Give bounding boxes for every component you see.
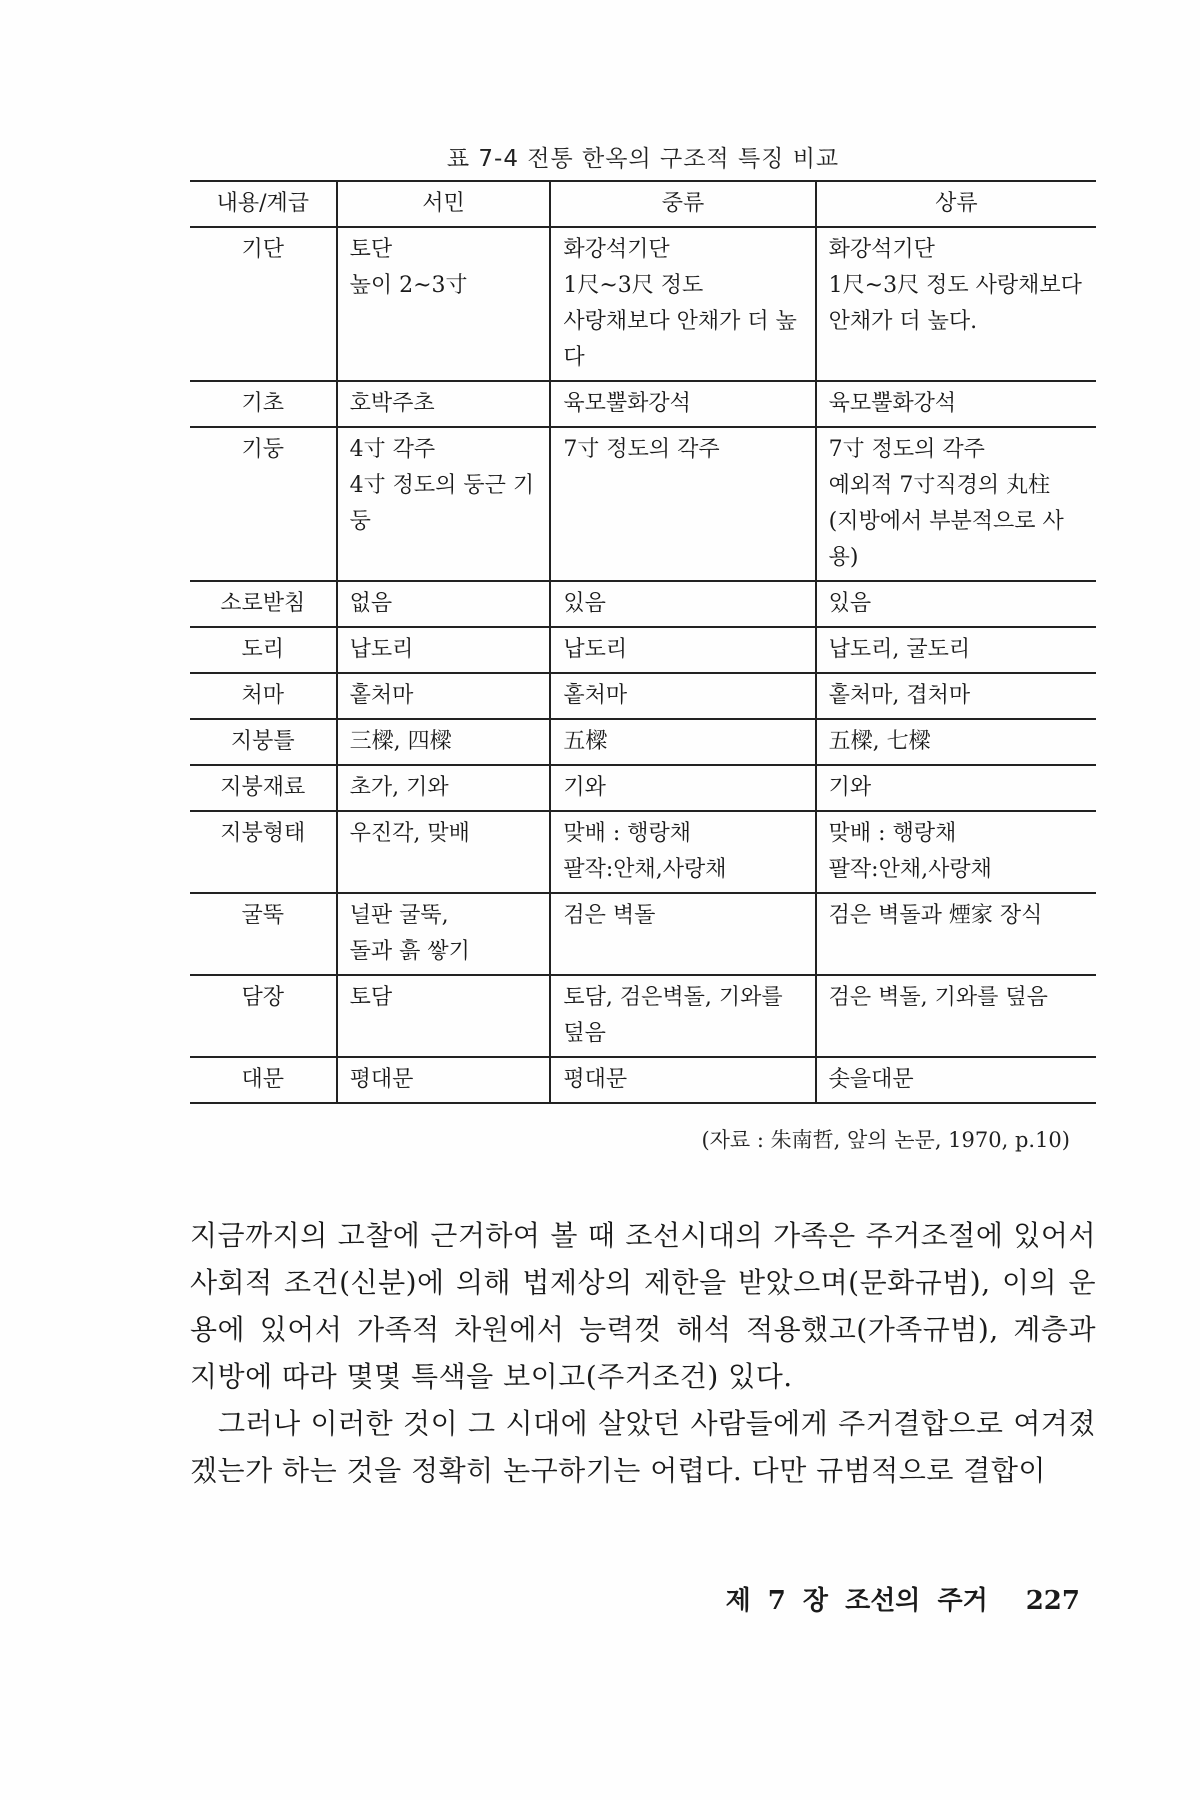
cell-text: 예외적 7寸직경의 丸柱 (지방에서 부분적으로 사용) <box>828 473 1064 570</box>
table-row <box>190 975 1096 1057</box>
table-cell <box>550 627 815 673</box>
cell-text: 사랑채보다 안채가 더 높다 <box>563 309 797 370</box>
cell-text: 토담 <box>349 985 393 1010</box>
table-cell <box>816 765 1096 811</box>
row-category: 담장 <box>190 975 337 1057</box>
cell-text: 1尺~3尺 정도 사랑채보다 안채가 더 높다. <box>828 273 1082 334</box>
cell-text: 맞배 : 행랑채 <box>828 821 957 846</box>
table-source-note: (자료 : 朱南哲, 앞의 논문, 1970, p.10) <box>701 1128 1070 1152</box>
table-cell <box>337 381 551 427</box>
table-cell <box>337 227 551 381</box>
table-cell <box>816 893 1096 975</box>
table-row <box>190 719 1096 765</box>
cell-text: 토담, 검은벽돌, 기와를 덮음 <box>563 985 783 1046</box>
cell-text: 五樑 <box>563 729 608 754</box>
cell-text: 토단 <box>349 237 393 262</box>
table-cell <box>337 627 551 673</box>
row-category: 기둥 <box>190 427 337 581</box>
table-cell <box>337 427 551 581</box>
paragraph: 지금까지의 고찰에 근거하여 볼 때 조선시대의 가족은 주거조절에 있어서 사회적 조건(신분)에 의해 법제상의 제한을 받았으며(문화규범), 이의 운용에 있어서 가족적 차원에서 능력껏 해석 적용했고(가족규범), 계층과 지방에 따라 몇몇 특색을 보이고(주거조건) 있다. <box>190 1219 1096 1393</box>
cell-text: 높이 2~3寸 <box>349 273 468 298</box>
cell-text: 납도리, 굴도리 <box>828 637 971 662</box>
cell-text: 납도리 <box>563 637 628 662</box>
cell-text: 있음 <box>828 591 872 616</box>
table-row <box>190 427 1096 581</box>
table-row <box>190 381 1096 427</box>
table-cell <box>550 719 815 765</box>
cell-text: 우진각, 맞배 <box>349 821 470 846</box>
table-cell <box>550 893 815 975</box>
table-cell <box>337 581 551 627</box>
table-cell <box>337 765 551 811</box>
page-number: 227 <box>1025 1586 1080 1616</box>
cell-text: 육모뿔화강석 <box>828 391 957 416</box>
table-cell <box>550 427 815 581</box>
table-caption: 표 7-4 전통 한옥의 구조적 특징 비교 <box>446 146 840 172</box>
table-row <box>190 627 1096 673</box>
cell-text: 기와 <box>828 775 872 800</box>
table-cell <box>816 227 1096 381</box>
cell-text: 납도리 <box>349 637 414 662</box>
table-row <box>190 581 1096 627</box>
cell-text: 있음 <box>563 591 606 616</box>
row-category: 지붕형태 <box>190 811 337 893</box>
header-middle-class: 중류 <box>550 181 815 227</box>
table-cell <box>816 427 1096 581</box>
comparison-table <box>190 180 1096 1104</box>
table-cell <box>337 719 551 765</box>
table-row <box>190 673 1096 719</box>
table-cell <box>550 581 815 627</box>
cell-text: 7寸 정도의 각주 <box>828 437 985 462</box>
row-category: 지붕틀 <box>190 719 337 765</box>
table-cell <box>337 893 551 975</box>
row-category: 기초 <box>190 381 337 427</box>
header-upper-class: 상류 <box>816 181 1096 227</box>
table-cell <box>550 765 815 811</box>
row-category: 굴뚝 <box>190 893 337 975</box>
table-cell <box>550 1057 815 1103</box>
table-cell <box>816 581 1096 627</box>
cell-text: 널판 굴뚝, <box>349 903 449 928</box>
table-cell <box>816 719 1096 765</box>
table-cell <box>550 673 815 719</box>
table-cell <box>550 975 815 1057</box>
cell-text: 검은 벽돌 <box>563 903 656 928</box>
table-cell <box>337 1057 551 1103</box>
table-cell <box>550 811 815 893</box>
cell-text: 三樑, 四樑 <box>349 729 452 754</box>
cell-text: 맞배 : 행랑채 <box>563 821 691 846</box>
table-header-row <box>190 181 1096 227</box>
table-cell <box>816 1057 1096 1103</box>
table-row <box>190 811 1096 893</box>
table-body <box>190 227 1096 1103</box>
cell-text: 4寸 정도의 둥근 기둥 <box>349 473 535 534</box>
table-cell <box>337 811 551 893</box>
table-cell <box>816 381 1096 427</box>
cell-text: 검은 벽돌과 煙家 장식 <box>828 903 1043 928</box>
cell-text: 팔작:안채,사랑채 <box>563 857 727 882</box>
page-footer <box>726 1580 1080 1617</box>
row-category: 소로받침 <box>190 581 337 627</box>
cell-text: 없음 <box>349 591 393 616</box>
table-row <box>190 765 1096 811</box>
table-cell <box>337 673 551 719</box>
table-row <box>190 893 1096 975</box>
cell-text: 五樑, 七樑 <box>828 729 931 754</box>
cell-text: 팔작:안채,사랑채 <box>828 857 992 882</box>
row-category: 대문 <box>190 1057 337 1103</box>
row-category: 기단 <box>190 227 337 381</box>
row-category: 도리 <box>190 627 337 673</box>
cell-text: 화강석기단 <box>563 237 670 262</box>
cell-text: 4寸 각주 <box>349 437 436 462</box>
cell-text: 평대문 <box>349 1067 414 1092</box>
body-text <box>190 1212 1096 1494</box>
table-cell <box>550 227 815 381</box>
cell-text: 기와 <box>563 775 606 800</box>
cell-text: 홑처마 <box>563 683 628 708</box>
cell-text: 화강석기단 <box>828 237 935 262</box>
paragraph: 그러나 이러한 것이 그 시대에 살았던 사람들에게 주거결합으로 여겨졌겠는가 하는 것을 정확히 논구하기는 어렵다. 다만 규범적으로 결합이 <box>190 1407 1096 1487</box>
cell-text: 호박주초 <box>349 391 435 416</box>
header-commoner: 서민 <box>337 181 551 227</box>
cell-text: 검은 벽돌, 기와를 덮음 <box>828 985 1048 1010</box>
cell-text: 돌과 흙 쌓기 <box>349 939 470 964</box>
row-category: 처마 <box>190 673 337 719</box>
table-cell <box>816 975 1096 1057</box>
cell-text: 홑처마, 겹처마 <box>828 683 971 708</box>
cell-text: 육모뿔화강석 <box>563 391 691 416</box>
table-row <box>190 1057 1096 1103</box>
cell-text: 7寸 정도의 각주 <box>563 437 720 462</box>
cell-text: 홑처마 <box>349 683 414 708</box>
header-category: 내용/계급 <box>190 181 337 227</box>
table-cell <box>816 627 1096 673</box>
cell-text: 1尺~3尺 정도 <box>563 273 704 298</box>
table-row <box>190 227 1096 381</box>
table-cell <box>816 673 1096 719</box>
table-cell <box>550 381 815 427</box>
cell-text: 초가, 기와 <box>349 775 449 800</box>
table-cell <box>337 975 551 1057</box>
table-cell <box>816 811 1096 893</box>
chapter-title: 제 7 장 조선의 주거 <box>725 1586 988 1616</box>
cell-text: 평대문 <box>563 1067 628 1092</box>
row-category: 지붕재료 <box>190 765 337 811</box>
cell-text: 솟을대문 <box>828 1067 914 1092</box>
